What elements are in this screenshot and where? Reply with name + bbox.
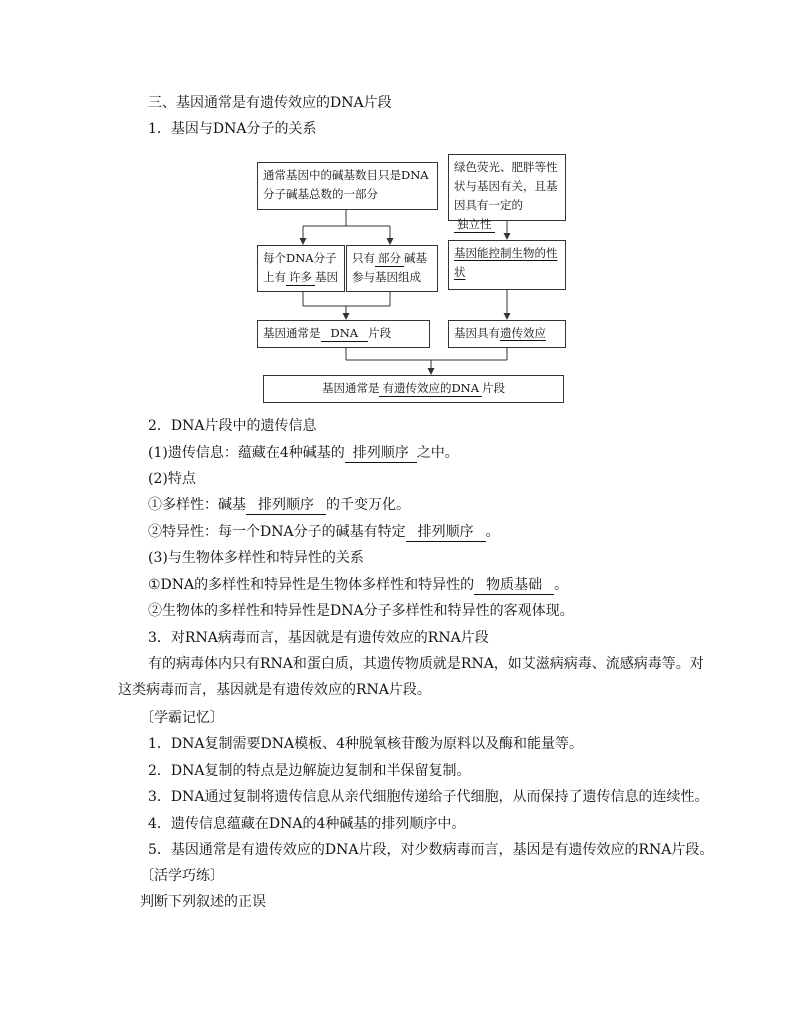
- item-2a: [148, 495, 410, 515]
- box-partial-bases-pre: 只有: [352, 251, 375, 265]
- box-conclusion-post: 片段: [482, 381, 506, 395]
- box-gene-controls-trait: [448, 240, 566, 290]
- item-3a-pre: ①DNA的多样性和特异性是生物体多样性和特异性的: [148, 577, 475, 593]
- box-gene-is-dna-fragment: [257, 320, 430, 348]
- paragraph-line-1: 有的病毒体内只有RNA和蛋白质，其遗传物质就是RNA，如艾滋病病毒、流感病毒等。对: [148, 656, 704, 672]
- practice-text: 判断下列叙述的正误: [140, 894, 266, 910]
- blank-genetic-effect: 遗传效应: [500, 326, 546, 340]
- subsection-2-title: 2．DNA片段中的遗传信息: [148, 418, 317, 434]
- box-base-count: 通常基因中的碱基数目只是DNA分子碱基总数的一部分: [257, 162, 438, 210]
- box-trait-gene-text: 绿色荧光、肥胖等性状与基因有关，且基因具有一定的: [454, 160, 558, 212]
- item-1: [148, 443, 459, 463]
- memo-title: 〔学霸记忆〕: [140, 710, 224, 726]
- blank-independence: 独立性: [454, 217, 495, 233]
- item-3b: ②生物体的多样性和特异性是DNA分子多样性和特异性的客观体现。: [148, 603, 574, 619]
- memo-item-3: 3．DNA通过复制将遗传信息从亲代细胞传递给子代细胞，从而保持了遗传信息的连续性。: [148, 789, 709, 805]
- item-2b-pre: ②特异性：每一个DNA分子的碱基有特定: [148, 524, 406, 540]
- paragraph-line-2: 这类病毒而言，基因就是有遗传效应的RNA片段。: [118, 682, 431, 698]
- item-2a-pre: ①多样性：碱基: [148, 497, 246, 513]
- box-many-genes: [257, 245, 345, 292]
- box-many-genes-pre: 每个DNA分子上有: [263, 251, 337, 284]
- item-2b-post: 。: [485, 524, 500, 540]
- item-2a-post: 的千变万化。: [326, 497, 410, 513]
- box-gene-dna-post: 片段: [368, 326, 392, 340]
- memo-item-5: 5．基因通常是有遗传效应的DNA片段，对少数病毒而言，基因是有遗传效应的RNA片段。: [148, 842, 714, 858]
- box-partial-bases-post: 碱基参与基因组成: [352, 251, 427, 284]
- item-2b-blank: 排列顺序: [406, 524, 486, 542]
- blank-many: 许多: [286, 270, 315, 286]
- memo-item-2: 2．DNA复制的特点是边解旋边复制和半保留复制。: [148, 763, 471, 779]
- box-gene-controls-trait-text: 基因能控制生物的性状: [454, 246, 558, 279]
- box-gene-dna-pre: 基因通常是: [263, 326, 321, 340]
- practice-title: 〔活学巧练〕: [140, 868, 224, 884]
- box-conclusion: [263, 375, 564, 403]
- item-2a-blank: 排列顺序: [246, 497, 326, 515]
- memo-item-4: 4．遗传信息蕴藏在DNA的4种碱基的排列顺序中。: [148, 816, 466, 832]
- item-3a-post: 。: [554, 577, 569, 593]
- subsection-3-title: 3．对RNA病毒而言，基因就是有遗传效应的RNA片段: [148, 630, 489, 646]
- blank-partial: 部分: [375, 251, 404, 267]
- box-partial-bases: [346, 245, 438, 292]
- blank-dna: DNA: [321, 326, 369, 342]
- subsection-1-title: 1．基因与DNA分子的关系: [148, 121, 317, 137]
- box-many-genes-post: 基因: [315, 270, 338, 284]
- item-2: (2)特点: [148, 471, 196, 487]
- item-2b: [148, 522, 500, 542]
- item-3a: [148, 575, 568, 595]
- box-conclusion-pre: 基因通常是: [321, 381, 380, 395]
- box-trait-gene: [448, 154, 566, 231]
- item-1-pre: (1)遗传信息：蕴藏在4种碱基的: [148, 445, 345, 461]
- blank-conclusion: 有遗传效应的DNA: [379, 381, 482, 397]
- item-3a-blank: 物质基础: [474, 577, 554, 595]
- box-genetic-effect: [448, 320, 566, 348]
- item-1-blank: 排列顺序: [345, 445, 417, 463]
- section-heading: 三、基因通常是有遗传效应的DNA片段: [148, 95, 392, 111]
- memo-item-1: 1．DNA复制需要DNA模板、4种脱氧核苷酸为原料以及酶和能量等。: [148, 736, 583, 752]
- item-1-post: 之中。: [416, 445, 459, 461]
- item-3: (3)与生物体多样性和特异性的关系: [148, 550, 364, 566]
- box-genetic-effect-pre: 基因具有: [454, 326, 500, 340]
